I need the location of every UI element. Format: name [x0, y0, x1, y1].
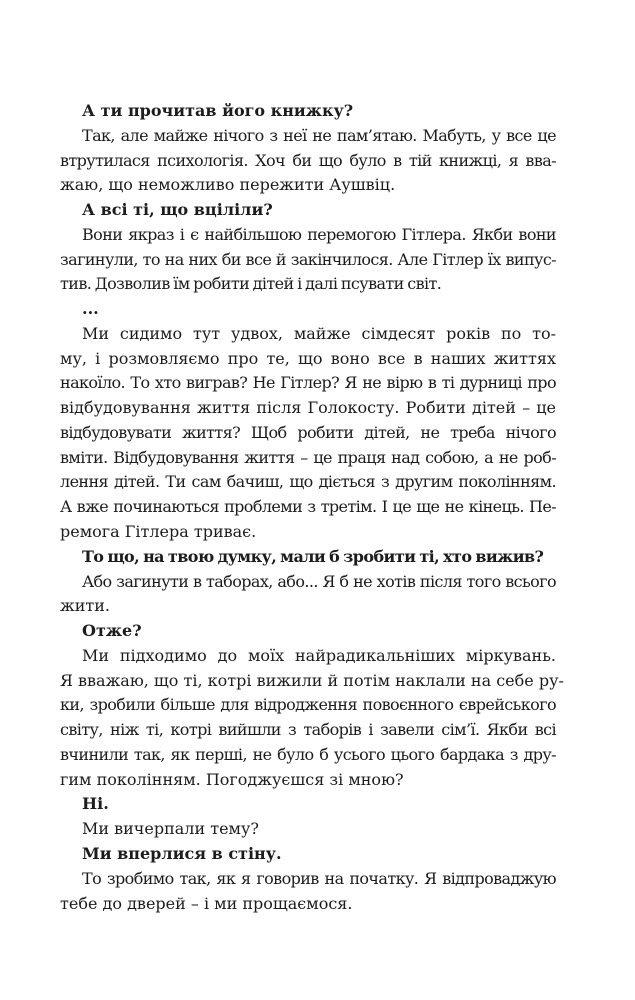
text-line: вчинили так, як перші, не було б усього цього бардака з дру-: [60, 744, 556, 764]
text-line: ...: [82, 299, 99, 319]
text-line: Ні.: [82, 794, 109, 814]
text-line: лення дітей. Ти сам бачиш, що діється з другим поколінням.: [60, 472, 556, 492]
text-line: загинули, то на них би все й закінчилося. Але Гітлер їх випус-: [60, 249, 556, 269]
question-paragraph: [60, 198, 556, 223]
answer-paragraph: [60, 570, 556, 620]
answer-paragraph: [60, 644, 564, 793]
text-line: Отже?: [82, 621, 142, 641]
answer-paragraph: [60, 124, 556, 198]
answer-paragraph: [60, 867, 556, 917]
question-paragraph: [60, 297, 556, 322]
text-line: му, і розмовляємо про те, що воно все в наших життях: [60, 348, 556, 368]
text-line: А ти прочитав його книжку?: [82, 101, 354, 120]
text-line: Я вважаю, що ті, котрі вижили й потім наклали на себе ру-: [60, 670, 564, 690]
book-page-text: [60, 99, 564, 916]
text-line: Ми вперлися в стіну.: [82, 843, 282, 863]
question-paragraph: [60, 792, 556, 817]
text-line: вміти. Відбудовування життя – це праця над собою, а не роб-: [60, 447, 556, 467]
question-paragraph: [60, 619, 556, 644]
text-line: Ми вичерпали тему?: [82, 819, 259, 839]
answer-paragraph: [60, 223, 556, 297]
text-line: гим поколінням. Погоджуєшся зі мною?: [60, 769, 404, 789]
text-line: Вони якраз і є найбільшою перемогою Гітлера. Якби вони: [82, 224, 556, 244]
text-line: Ми сидимо тут удвох, майже сімдесят років по то-: [82, 323, 556, 343]
answer-paragraph: [60, 322, 556, 545]
question-paragraph: [60, 842, 556, 867]
text-line: втрутилася психологія. Хоч би що було в тій книжці, я вва-: [60, 150, 556, 170]
answer-paragraph: [60, 817, 556, 842]
text-line: накоїло. То хто виграв? Не Гітлер? Я не вірю в ті дурниці про: [60, 373, 556, 393]
text-line: То зробимо так, як я говорив на початку. Я відпроваджую: [82, 868, 556, 888]
text-line: А всі ті, що вціліли?: [82, 200, 273, 220]
text-line: А вже починаються проблеми з третім. І це ще не кінець. Пе-: [60, 497, 556, 517]
text-line: жаю, що неможливо пережити Аушвіц.: [60, 175, 396, 195]
text-line: ки, зробили більше для відродження повоєнного єврейського: [60, 695, 556, 715]
text-line: ремога Гітлера триває.: [60, 522, 257, 542]
text-line: То що, на твою думку, мали б зробити ті, хто вижив?: [82, 546, 544, 566]
text-line: відбудовувати життя? Щоб робити дітей, не треба нічого: [60, 422, 556, 442]
question-paragraph: [60, 545, 556, 570]
text-line: тебе до дверей – і ми прощаємося.: [60, 893, 353, 913]
text-line: жити.: [60, 596, 110, 616]
text-line: Так, але майже нічого з неї не пам’ятаю. Мабуть, у все це: [82, 125, 556, 145]
text-line: світу, ніж ті, котрі вийшли з таборів і завели сім’ї. Якби всі: [60, 720, 556, 740]
text-line: Ми підходимо до моїх найрадикальніших міркувань.: [82, 645, 556, 665]
question-paragraph: [60, 99, 556, 124]
text-line: тив. Дозволив їм робити дітей і далі псувати світ.: [60, 274, 442, 294]
text-line: відбудовування життя після Голокосту. Робити дітей – це: [60, 398, 556, 418]
text-line: Або загинути в таборах, або... Я б не хотів після того всього: [82, 571, 556, 591]
